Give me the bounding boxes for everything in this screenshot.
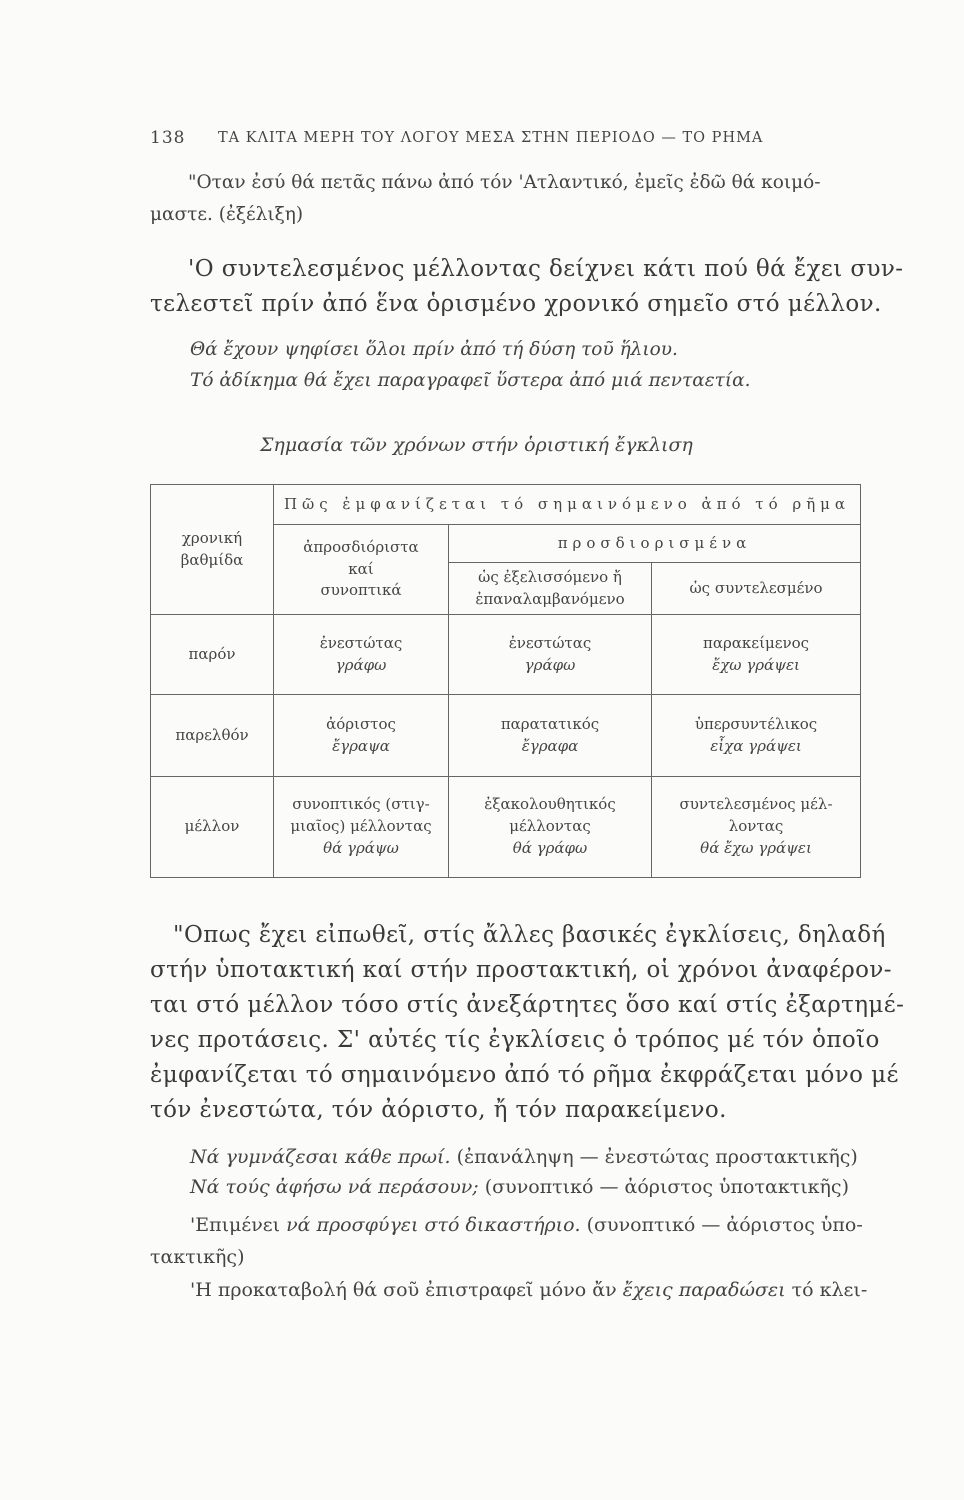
example-1 <box>190 1146 858 1168</box>
example-1-note: (ἐπανάληψη — ἐνεστώτας προστακτικῆς) <box>450 1146 858 1168</box>
tense-name: ἐξακολουθητικός <box>484 795 616 814</box>
tense-name: ὑπερσυντέλικος <box>694 714 818 733</box>
table-row <box>151 615 861 695</box>
tense-example: γράφω <box>524 655 576 674</box>
col-unmarked-cell <box>274 525 449 615</box>
tense-name: λοντας <box>728 817 784 836</box>
tense-name: μιαῖος) μέλλοντας <box>290 817 432 836</box>
tense-cell <box>274 777 449 878</box>
other-moods-line-1: "Οπως ἔχει εἰπωθεῖ, στίς ἄλλες βασικές ἐγκλίσεις, δηλαδή <box>173 922 886 948</box>
intro-line-2: μαστε. (ἐξέλιξη) <box>150 204 304 225</box>
example-4-post: τό κλει- <box>785 1279 868 1301</box>
table-row <box>151 777 861 878</box>
other-moods-line-3: ται στό μέλλον τόσο στίς ἀνεξάρτητες ὅσο καί στίς ἐξαρτημέ- <box>150 992 905 1018</box>
time-cell: παρελθόν <box>151 695 274 777</box>
example-3-note: (συνοπτικό — ἀόριστος ὑπο- <box>580 1214 863 1236</box>
running-title: ΤΑ ΚΛΙΤΑ ΜΕΡΗ ΤΟΥ ΛΟΓΟΥ ΜΕΣΑ ΣΤΗΝ ΠΕΡΙΟΔΟ — ΤΟ ΡΗΜΑ <box>218 130 764 146</box>
other-moods-line-5: ἐμφανίζεται τό σημαινόμενο ἀπό τό ρῆμα ἐκφράζεται μόνο μέ <box>150 1062 899 1088</box>
tense-example: ἔχω γράψει <box>712 655 800 674</box>
row-header-line-1: χρονική <box>181 528 243 547</box>
tense-cell <box>449 695 652 777</box>
tense-name: συντελεσμένος μέλ- <box>679 795 833 814</box>
tense-cell <box>274 615 449 695</box>
tense-example: γράφω <box>335 655 387 674</box>
other-moods-line-6: τόν ἐνεστώτα, τόν ἀόριστο, ἤ τόν παρακείμενο. <box>150 1097 727 1123</box>
time-cell: μέλλον <box>151 777 274 878</box>
col-progressive-line-2: ἐπαναλαμβανόμενο <box>475 589 625 608</box>
tense-cell <box>652 777 861 878</box>
tense-example: θά γράφω <box>512 838 588 857</box>
tense-cell <box>652 695 861 777</box>
other-moods-line-2: στήν ὑποτακτική καί στήν προστακτική, οἱ χρόνοι ἀναφέρον- <box>150 957 892 983</box>
tense-cell <box>449 615 652 695</box>
tense-name: ἀόριστος <box>326 714 396 733</box>
tense-example: εἶχα γράψει <box>710 736 802 755</box>
col-unmarked-line-1: ἀπροσδιόριστα <box>303 537 419 556</box>
tense-name: παρατατικός <box>500 714 600 733</box>
table-caption: Σημασία τῶν χρόνων στήν ὁριστική ἔγκλιση <box>260 434 693 456</box>
col-unmarked-line-2: καί <box>348 559 374 578</box>
example-2-text: Νά τούς ἀφήσω νά περάσουν; <box>190 1176 479 1198</box>
example-3-continued: τακτικῆς) <box>150 1246 245 1268</box>
example-1-text: Νά γυμνάζεσαι κάθε πρωί. <box>190 1146 451 1168</box>
tense-cell <box>449 777 652 878</box>
example-4-text: ἔχεις παραδώσει <box>622 1279 786 1301</box>
row-header-line-2: βαθμίδα <box>180 550 244 569</box>
col-perfective-cell: ὡς συντελεσμένο <box>652 563 861 615</box>
tense-example: θά ἔχω γράψει <box>700 838 812 857</box>
tense-name: ἐνεστώτας <box>508 633 592 652</box>
tense-example: ἔγραψα <box>332 736 390 755</box>
example-3-text: νά προσφύγει στό δικαστήριο. <box>286 1214 581 1236</box>
tense-name: ἐνεστώτας <box>319 633 403 652</box>
example-4 <box>190 1279 867 1301</box>
example-3 <box>190 1214 863 1236</box>
col-progressive-line-1: ὡς ἐξελισσόμενο ἤ <box>478 567 622 586</box>
col-unmarked-line-3: συνοπτικά <box>320 581 402 600</box>
col-marked-cell: προσδιορισμένα <box>449 525 861 563</box>
tense-example: θά γράψω <box>323 838 399 857</box>
page-number: 138 <box>150 128 186 148</box>
row-header-cell <box>151 485 274 615</box>
example-3-pre: 'Επιμένει <box>190 1214 287 1236</box>
intro-line-1: "Οταν ἐσύ θά πετᾶς πάνω ἀπό τόν 'Ατλαντικό, ἐμεῖς ἐδῶ θά κοιμό- <box>188 172 821 193</box>
example-2 <box>190 1176 849 1198</box>
col-progressive-cell <box>449 563 652 615</box>
table-row <box>151 695 861 777</box>
other-moods-line-4: νες προτάσεις. Σ' αὐτές τίς ἐγκλίσεις ὁ τρόπος μέ τόν ὁποῖο <box>150 1027 880 1053</box>
example-4-pre: 'Η προκαταβολή θά σοῦ ἐπιστραφεῖ μόνο ἄν <box>190 1279 623 1301</box>
future-perfect-line-1: 'Ο συντελεσμένος μέλλοντας δείχνει κάτι πού θά ἔχει συν- <box>188 256 904 282</box>
tense-name: μέλλοντας <box>509 817 591 836</box>
future-perfect-line-2: τελεστεῖ πρίν ἀπό ἕνα ὁρισμένο χρονικό σημεῖο στό μέλλον. <box>150 291 882 317</box>
tense-name: παρακείμενος <box>702 633 810 652</box>
time-cell: παρόν <box>151 615 274 695</box>
top-header-cell: Πῶς ἐμφανίζεται τό σημαινόμενο ἀπό τό ρῆμα <box>274 485 861 525</box>
future-perfect-example-2: Τό ἀδίκημα θά ἔχει παραγραφεῖ ὕστερα ἀπό μιά πενταετία. <box>190 370 751 391</box>
tense-cell <box>652 615 861 695</box>
future-perfect-example-1: Θά ἔχουν ψηφίσει ὅλοι πρίν ἀπό τή δύση τοῦ ἥλιου. <box>190 339 678 360</box>
tense-name: συνοπτικός (στιγ- <box>292 795 430 814</box>
tense-cell <box>274 695 449 777</box>
example-2-note: (συνοπτικό — ἀόριστος ὑποτακτικῆς) <box>478 1176 849 1198</box>
tense-meaning-table <box>150 484 861 878</box>
tense-example: ἔγραφα <box>521 736 579 755</box>
